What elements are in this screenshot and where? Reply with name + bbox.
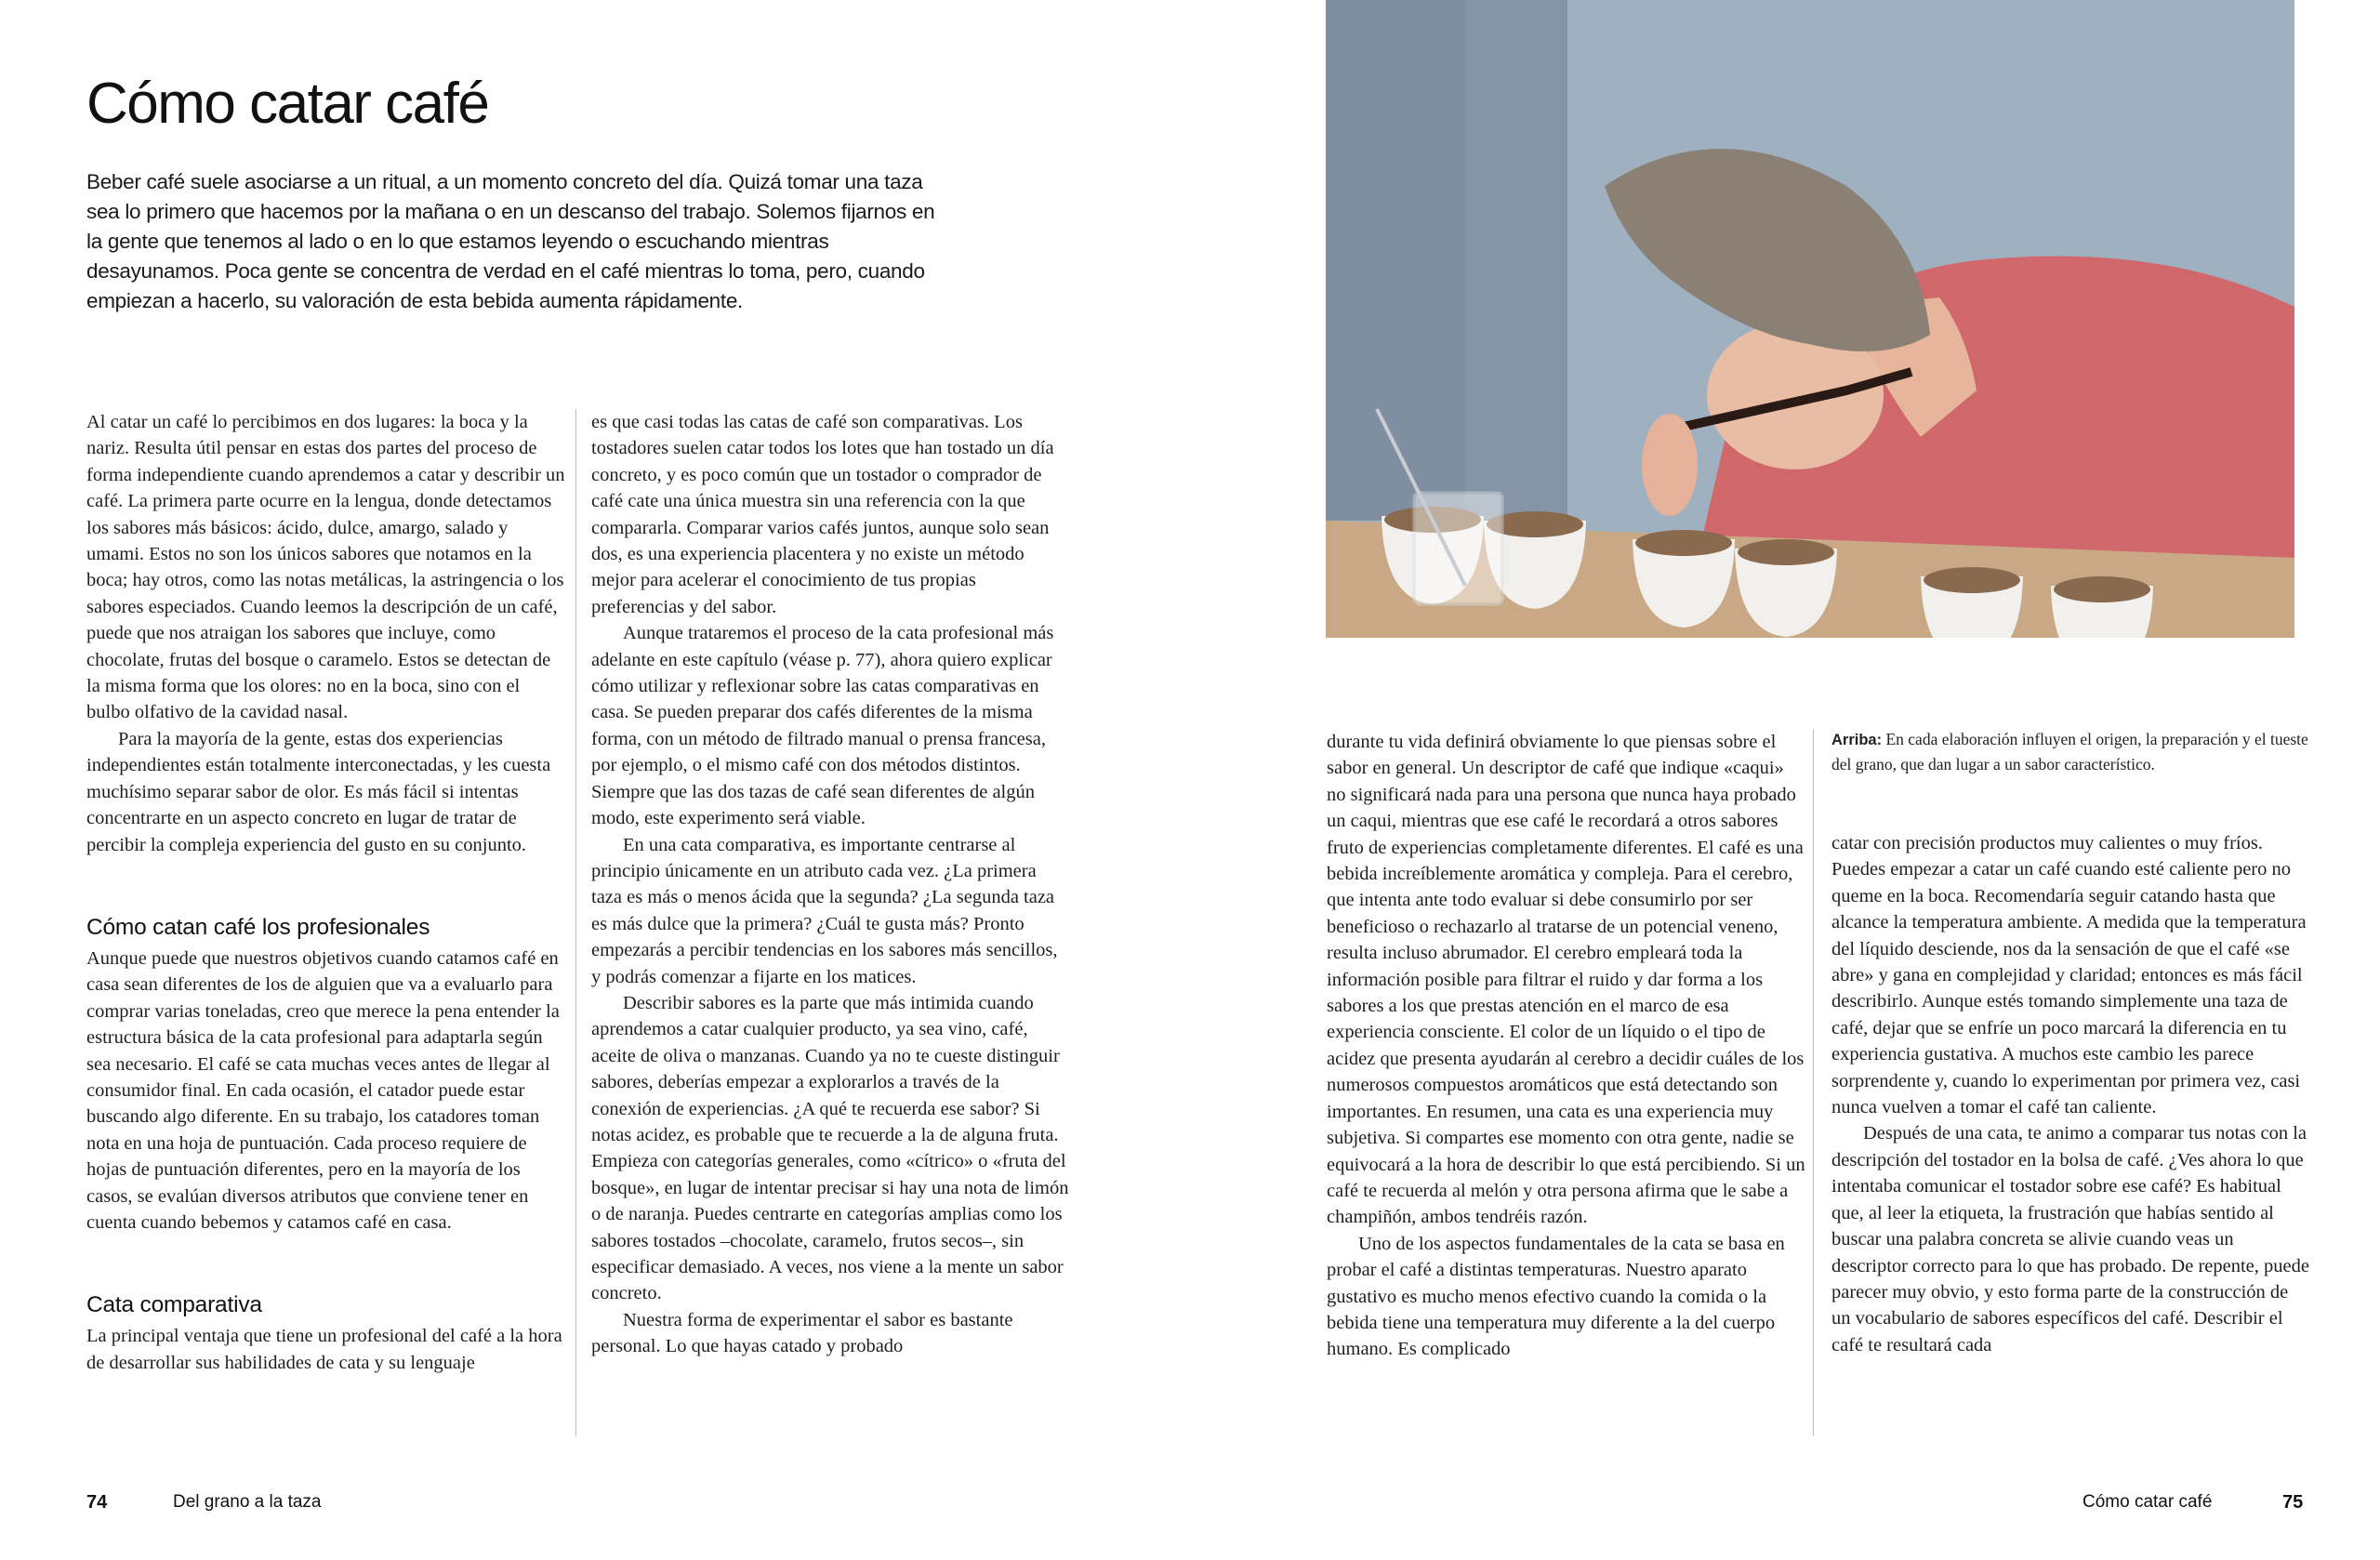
left-column-1 [86, 409, 565, 1376]
caption-label: Arriba: [1831, 732, 1883, 748]
page-number-left: 74 [86, 1492, 108, 1513]
body-paragraph: La principal ventaja que tiene un profesional del café a la hora de desarrollar sus habilidades de cata y su lenguaje [86, 1326, 562, 1373]
column-divider [1813, 729, 1814, 1436]
photo-wall-edge [1465, 0, 1567, 521]
page-title: Cómo catar café [86, 72, 489, 136]
body-paragraph: catar con precisión productos muy calientes o muy fríos. Puedes empezar a catar un café cuando esté caliente pero no queme en la boca. Recomendaría seguir catando hasta que alcance la temperatura ambiente. A medida que la temperatura del líquido desciende, nos da la sensación de que el café «se abre» y gana en complejidad y claridad; entonces es más fácil describirlo. Aunque estés tomando simplemente una taza de café, dejar que se enfríe un poco marcará la diferencia en tu experiencia gustativa. A muchos este cambio les parece sorprendente y, cuando lo experimentan por primera vez, casi nunca vuelven a tomar el café tan caliente. [1831, 833, 2307, 1118]
intro-paragraph: Beber café suele asociarse a un ritual, a un momento concreto del día. Quizá tomar una taza sea lo primero que hacemos por la mañana o en un descanso del trabajo. Solemos fijarnos en la gente que tenemos al lado o en lo que estamos leyendo o escuchando mientras desayunamos. Poca gente se concentra de verdad en el café mientras lo toma, pero, cuando empiezan a hacerlo, su valoración de esta bebida aumenta rápidamente. [86, 170, 935, 312]
coffee-cupping-photo [1326, 0, 2294, 638]
caption-text: En cada elaboración influyen el origen, la preparación y el tueste del grano, que dan lugar a un sabor característico. [1831, 730, 2308, 773]
photo-illustration [1326, 0, 2294, 638]
body-paragraph: Para la mayoría de la gente, estas dos experiencias independientes están totalmente interconectadas, y les cuesta muchísimo separar sabor de olor. Es más fácil si intentas concentrarte en un aspecto concreto en lugar de tratar de percibir la compleja experiencia del gusto en su conjunto. [86, 728, 551, 855]
body-paragraph: Aunque puede que nuestros objetivos cuando catamos café en casa sean diferentes de los de alguien que va a evaluarlo para comprar varias toneladas, creo que merece la pena entender la estructura básica de la cata profesional para adaptarla según sea necesario. El café se cata muchas veces antes de llegar al consumidor final. En cada ocasión, el catador puede estar buscando algo diferente. En su trabajo, los catadores toman nota en una hoja de puntuación. Cada proceso requiere de hojas de puntuación diferentes, pero en la mayoría de los casos, se evalúan diversos atributos que conviene tener en cuenta cuando bebemos y catamos café en casa. [86, 947, 560, 1233]
page-number-right: 75 [2282, 1492, 2304, 1513]
body-paragraph: Después de una cata, te animo a comparar tus notas con la descripción del tostador en la bolsa de café. ¿Ves ahora lo que intentaba comunicar el tostador sobre ese café? Es habitual que, al leer la etiqueta, la frustración que habías sentido al buscar una palabra concreta se alivie cuando veas un descriptor correcto para lo que has probado. De repente, puede parecer muy obvio, y esto forma parte de la construcción de un vocabulario de sabores específicos del café. Describir el café te resultará cada [1831, 1123, 2309, 1355]
body-paragraph: Nuestra forma de experimentar el sabor es bastante personal. Lo que hayas catado y probado [591, 1309, 1013, 1357]
running-footer-left: Del grano a la taza [173, 1492, 322, 1512]
left-column-2 [591, 409, 1070, 1360]
photo-cupping-bowl [2051, 576, 2153, 638]
column-divider [575, 409, 576, 1436]
body-paragraph: durante tu vida definirá obviamente lo que piensas sobre el sabor en general. Un descriptor de café que indique «caqui» no significará nada para una persona que nunca haya probado un caqui, mientras que ese café le recordará a otros sabores fruto de experiencias completamente diferentes. El café es una bebida increíblemente aromática y compleja. Para el cerebro, que intenta ante todo evaluar si debe consumirlo por ser beneficioso o rechazarlo al tratarse de un potencial veneno, resulta incluso abrumador. El cerebro empleará toda la información posible para filtrar el ruido y dar forma a los sabores a los que prestas atención en el marco de esa experiencia consciente. El color de un líquido o el tipo de acidez que presenta ayudarán al cerebro a decidir cuáles de los numerosos compuestos aromáticos que está detectando son importantes. En resumen, una cata es una experiencia muy subjetiva. Si compartes ese momento con otra gente, nadie se equivocará a la hora de describir lo que está percibiendo. Si un café te recuerda al melón y otra persona afirma que le sabe a champiñón, ambos tendréis razón. [1327, 732, 1805, 1228]
section-heading-comparative: Cata comparativa [86, 1292, 262, 1318]
photo-cupping-bowl [1921, 567, 2023, 638]
body-paragraph: es que casi todas las catas de café son comparativas. Los tostadores suelen catar todos los lotes que han tostado un día concreto, y es poco común que un tostador o comprador de café cate una única muestra sin una referencia con la que compararla. Comparar varios cafés juntos, aunque solo sean dos, es una experiencia placentera y no existe un método mejor para acelerar el conocimiento de tus propias preferencias y del sabor. [591, 412, 1054, 617]
body-paragraph: En una cata comparativa, es importante centrarse al principio únicamente en un atributo cada vez. ¿La primera taza es más o menos ácida que la segunda? ¿La segunda taza es más dulce que la primera? ¿Cuál te gusta más? Pronto empezarás a percibir tendencias en los sabores más sencillos, y podrás comenzar a fijarte en los matices. [591, 834, 1058, 987]
section-heading-professionals: Cómo catan café los profesionales [86, 914, 430, 940]
photo-caption [1831, 727, 2315, 776]
body-paragraph: Aunque trataremos el proceso de la cata profesional más adelante en este capítulo (véase p. 77), ahora quiero explicar cómo utilizar y reflexionar sobre las catas comparativas en casa. Se pueden preparar dos cafés diferentes de la misma forma, con un método de filtrado manual o prensa francesa, por ejemplo, o el mismo café con dos métodos distintos. Siempre que las dos tazas de café sean diferentes de algún modo, este experimento será viable. [591, 623, 1054, 829]
photo-hand [1642, 414, 1698, 516]
right-column-2 [1831, 830, 2310, 1358]
body-paragraph: Uno de los aspectos fundamentales de la cata se basa en probar el café a distintas temperaturas. Nuestro aparato gustativo es mucho menos efectivo cuando la comida o la bebida tiene una temperatura muy diferente a la del cuerpo humano. Es complicado [1327, 1233, 1785, 1360]
body-paragraph: Al catar un café lo percibimos en dos lugares: la boca y la nariz. Resulta útil pensar en estas dos partes del proceso de forma independiente cuando aprendemos a catar y describir un café. La primera parte ocurre en la lengua, donde detectamos los sabores más básicos: ácido, dulce, amargo, salado y umami. Estos no son los únicos sabores que notamos en la boca; hay otros, como las notas metálicas, la astringencia o los sabores especiados. Cuando leemos la descripción de un café, puede que nos atraigan los sabores que incluye, como chocolate, frutas del bosque o caramelo. Estos se detectan de la misma forma que los olores: no en la boca, sino con el bulbo olfativo de la cavidad nasal. [86, 412, 565, 723]
body-paragraph: Describir sabores es la parte que más intimida cuando aprendemos a catar cualquier producto, ya sea vino, café, aceite de oliva o manzanas. Cuando ya no te cueste distinguir sabores, deberías empezar a explorarlos a través de la conexión de experiencias. ¿A qué te recuerda ese sabor? Si notas acidez, es probable que te recuerde a la de alguna fruta. Empieza con categorías generales, como «cítrico» o «fruta del bosque», en lugar de intentar precisar si hay una nota de limón o de naranja. Puedes centrarte en categorías amplias como los sabores tostados –chocolate, caramelo, frutos secos–, sin especificar demasiado. A veces, nos viene a la mente un sabor concreto. [591, 992, 1069, 1304]
running-footer-right: Cómo catar café [2082, 1492, 2213, 1512]
right-column-1 [1327, 729, 1805, 1363]
